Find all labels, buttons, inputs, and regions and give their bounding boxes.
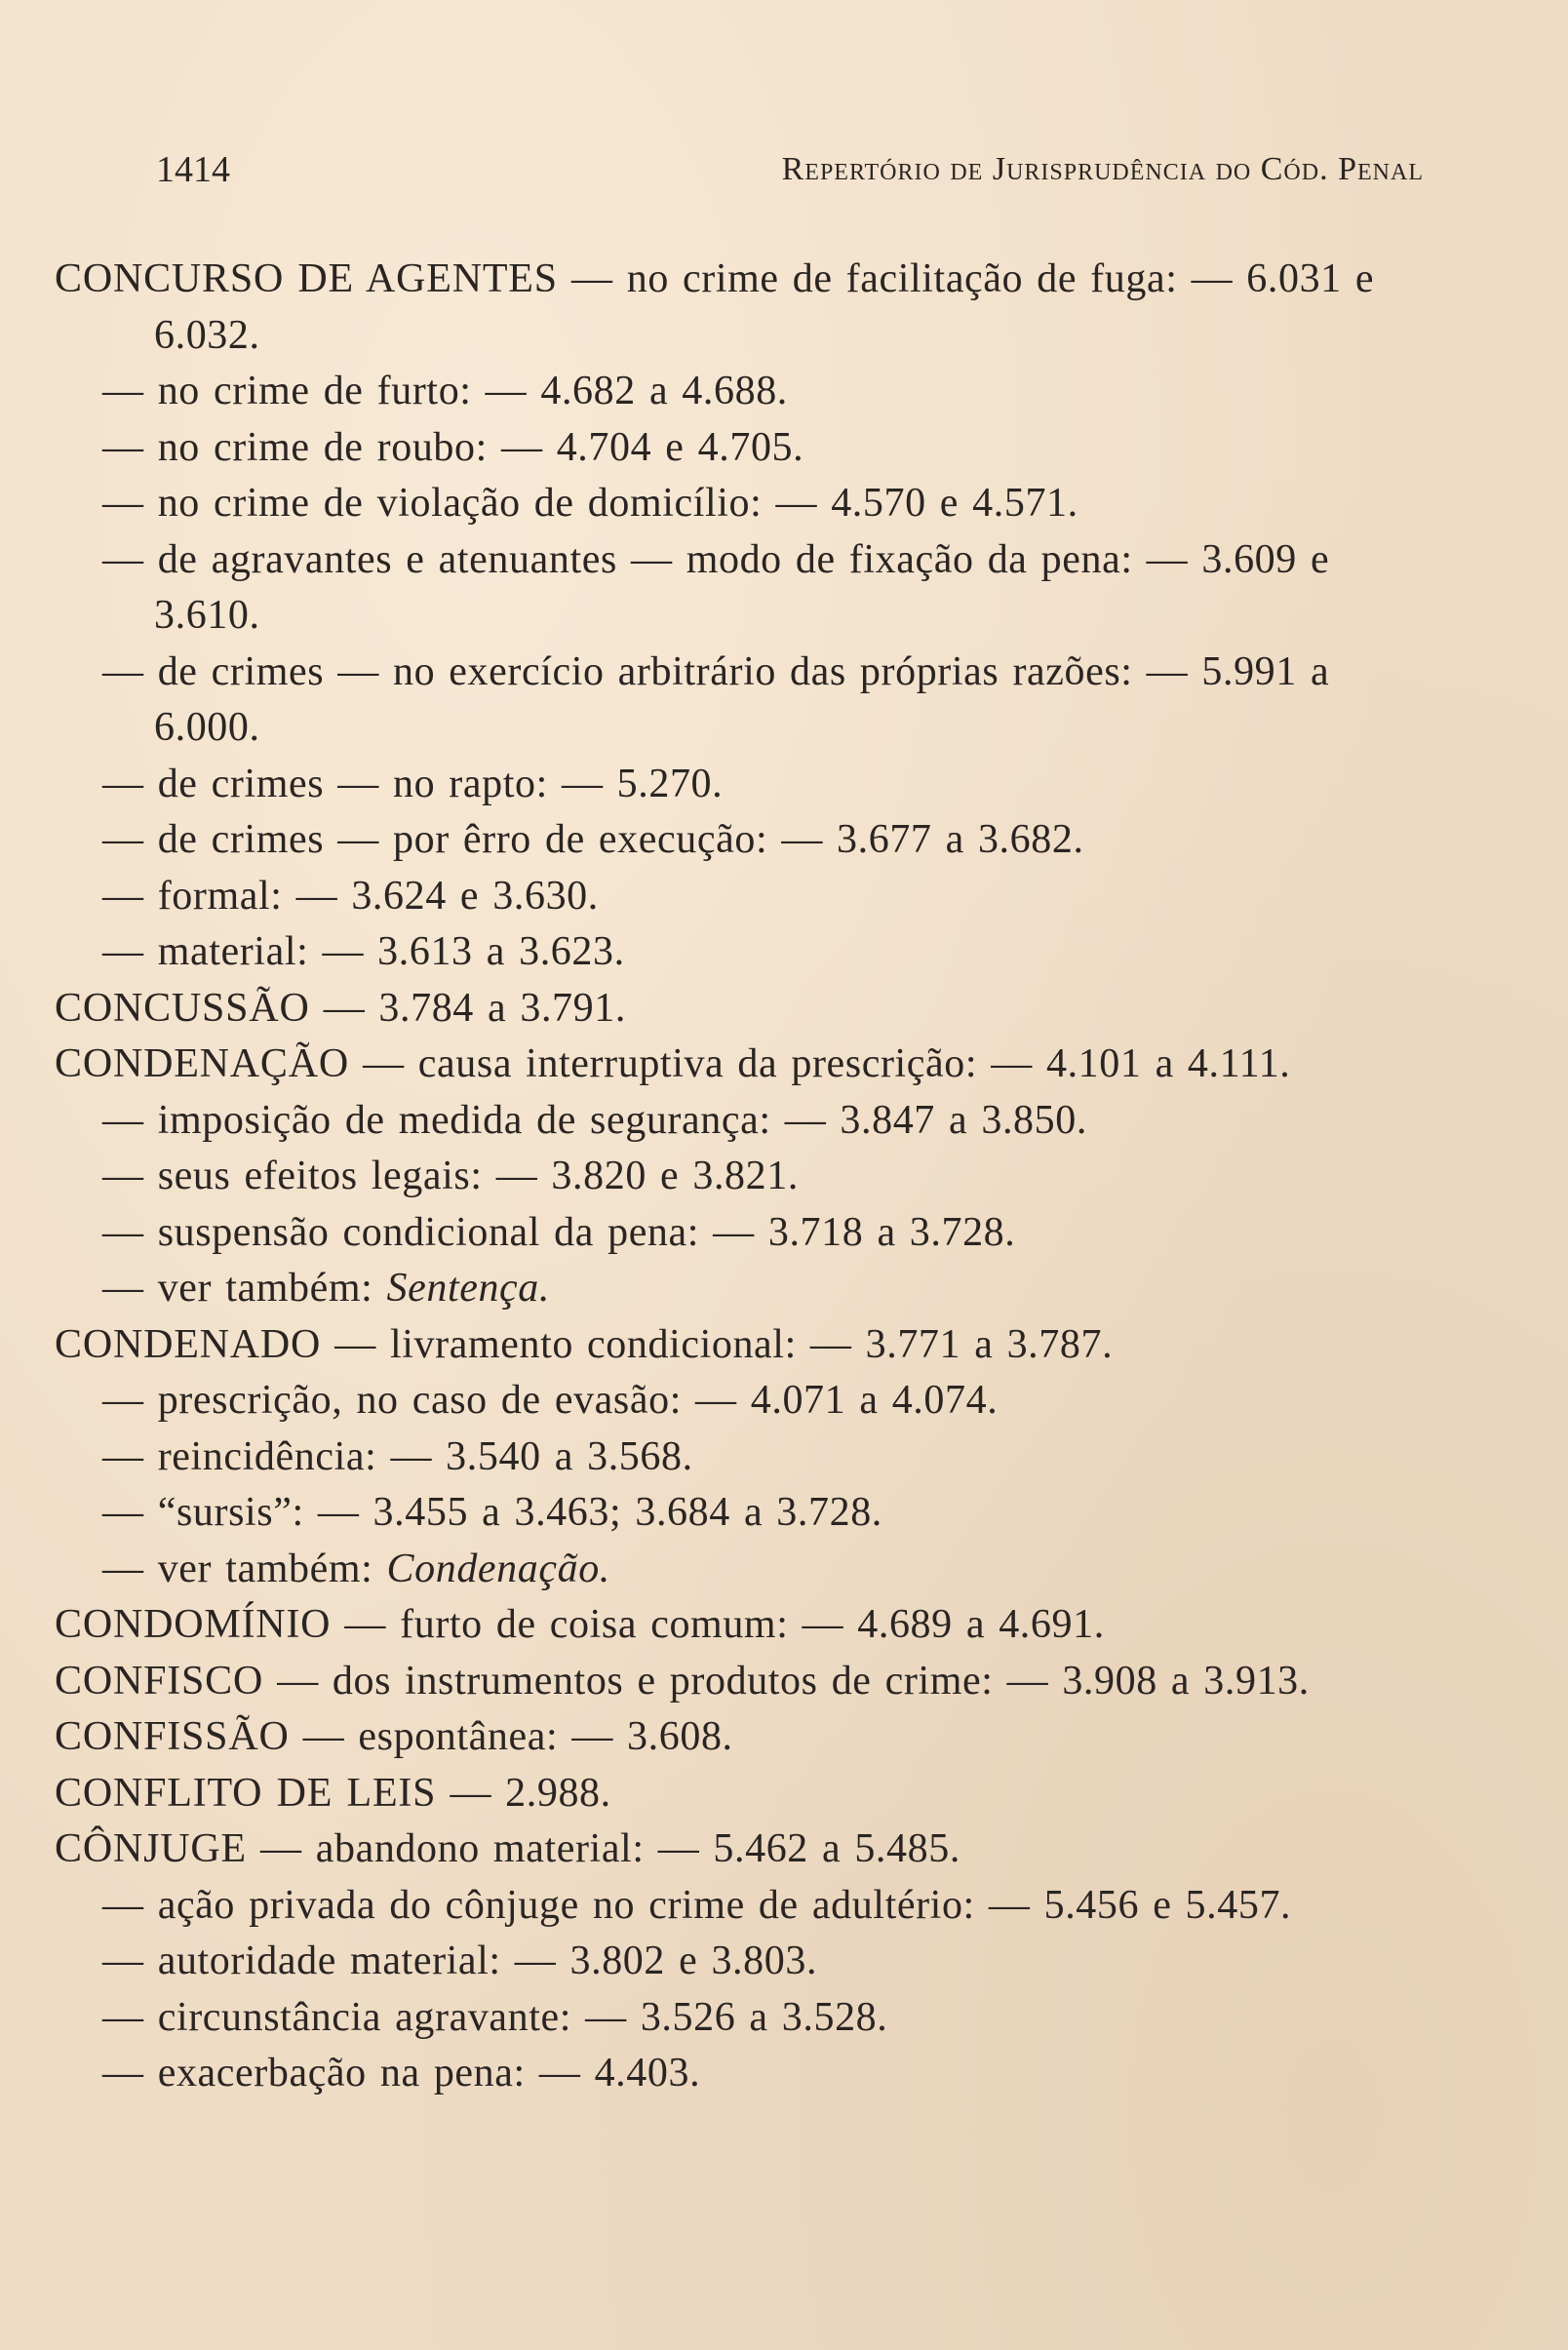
entry-text: — furto de coisa comum: — 4.689 a 4.691. (331, 1602, 1105, 1647)
entry-text: — abandono material: — 5.462 a 5.485. (246, 1826, 960, 1871)
entry-text: — no crime de violação de domicílio: — 4.570 e 4.571. (102, 481, 1078, 526)
entry-text: — ver também: (102, 1546, 387, 1591)
entry-text: — seus efeitos legais: — 3.820 e 3.821. (102, 1154, 799, 1198)
entry-text: — dos instrumentos e produtos de crime: — 3.908 a 3.913. (263, 1658, 1310, 1704)
entry-text: — 3.784 a 3.791. (309, 985, 626, 1031)
index-entry-heading (55, 1654, 1431, 1710)
entry-text: — espontânea: — 3.608. (289, 1714, 733, 1759)
index-entry-subentry (102, 812, 1431, 869)
entry-term: CONDENAÇÃO (55, 1041, 349, 1086)
entry-text: — autoridade material: — 3.802 e 3.803. (102, 1939, 818, 1983)
index-entry-subentry (102, 364, 1431, 420)
entry-text: — no crime de facilitação de fuga: — 6.031 e 6.032. (154, 256, 1375, 358)
index-entry-subentry (102, 420, 1431, 477)
entry-text: — suspensão condicional da pena: — 3.718 a 3.728. (102, 1209, 1016, 1255)
index-entry-subentry (102, 1205, 1431, 1262)
entry-text: — de crimes — no exercício arbitrário das próprias razões: — 5.991 a 6.000. (102, 648, 1330, 750)
index-entry-subentry (102, 1990, 1431, 2047)
index-entry-heading (55, 1766, 1431, 1822)
entry-term: CONDOMÍNIO (55, 1602, 332, 1647)
entry-term: CONFISCO (55, 1658, 264, 1704)
index-entry-subentry (102, 924, 1431, 981)
entry-text: — material: — 3.613 a 3.623. (102, 929, 625, 974)
entry-text: — formal: — 3.624 e 3.630. (102, 873, 599, 919)
entry-text: — causa interruptiva da prescrição: — 4.101 a 4.111. (349, 1041, 1291, 1086)
entry-text: — no crime de roubo: — 4.704 e 4.705. (102, 424, 804, 470)
index-entry-subentry (102, 1261, 1431, 1317)
entry-text: — circunstância agravante: — 3.526 a 3.528. (102, 1994, 888, 2040)
entry-text: — de crimes — por êrro de execução: — 3.677 a 3.682. (102, 817, 1084, 862)
index-entry-heading (55, 1317, 1431, 1374)
entry-term: CONDENADO (55, 1321, 322, 1367)
index-entry-subentry (102, 869, 1431, 925)
index-entry-heading (55, 1821, 1431, 1878)
index-entry-heading (55, 1597, 1431, 1654)
index-entry-heading (55, 252, 1431, 364)
entry-cross-reference: Sentença. (386, 1266, 550, 1311)
index-entry-heading (55, 1709, 1431, 1766)
entry-text: — prescrição, no caso de evasão: — 4.071 a 4.074. (102, 1378, 999, 1423)
index-entry-subentry (102, 532, 1431, 645)
entry-text: — livramento condicional: — 3.771 a 3.787. (321, 1321, 1114, 1367)
entry-text: — 2.988. (436, 1770, 611, 1816)
index-entry-heading (55, 981, 1431, 1038)
index-entry-heading (55, 1037, 1431, 1093)
index-entry-subentry (102, 1485, 1431, 1542)
index-entry-subentry (102, 1430, 1431, 1486)
index-entries (55, 252, 1431, 2102)
index-entry-subentry (102, 1934, 1431, 1990)
entry-term: CÔNJUGE (55, 1826, 247, 1871)
running-head (156, 146, 1424, 193)
running-title: Repertório de Jurisprudência do Cód. Penal (781, 151, 1424, 187)
index-entry-subentry (102, 1373, 1431, 1430)
index-entry-subentry (102, 1149, 1431, 1205)
entry-term: CONCUSSÃO (55, 985, 310, 1031)
entry-cross-reference: Condenação. (386, 1546, 610, 1591)
index-entry-subentry (102, 1093, 1431, 1150)
entry-term: CONFLITO DE LEIS (55, 1770, 437, 1816)
index-entry-subentry (102, 645, 1431, 757)
page-number: 1414 (156, 149, 230, 190)
entry-text: — de agravantes e atenuantes — modo de fixação da pena: — 3.609 e 3.610. (102, 536, 1330, 638)
entry-text: — no crime de furto: — 4.682 a 4.688. (102, 369, 788, 413)
entry-term: CONCURSO DE AGENTES (55, 256, 558, 301)
index-entry-subentry (102, 476, 1431, 532)
index-entry-subentry (102, 1878, 1431, 1935)
entry-text: — de crimes — no rapto: — 5.270. (102, 761, 724, 806)
index-entry-subentry (102, 757, 1431, 813)
index-entry-subentry (102, 1542, 1431, 1598)
entry-text: — exacerbação na pena: — 4.403. (102, 2051, 701, 2095)
entry-text: — reincidência: — 3.540 a 3.568. (102, 1433, 693, 1479)
entry-text: — ver também: (102, 1266, 387, 1311)
entry-term: CONFISSÃO (55, 1714, 290, 1759)
entry-text: — ação privada do cônjuge no crime de adultério: — 5.456 e 5.457. (102, 1882, 1292, 1928)
index-entry-subentry (102, 2046, 1431, 2102)
entry-text: — “sursis”: — 3.455 a 3.463; 3.684 a 3.728. (102, 1490, 882, 1535)
entry-text: — imposição de medida de segurança: — 3.847 a 3.850. (102, 1097, 1087, 1143)
